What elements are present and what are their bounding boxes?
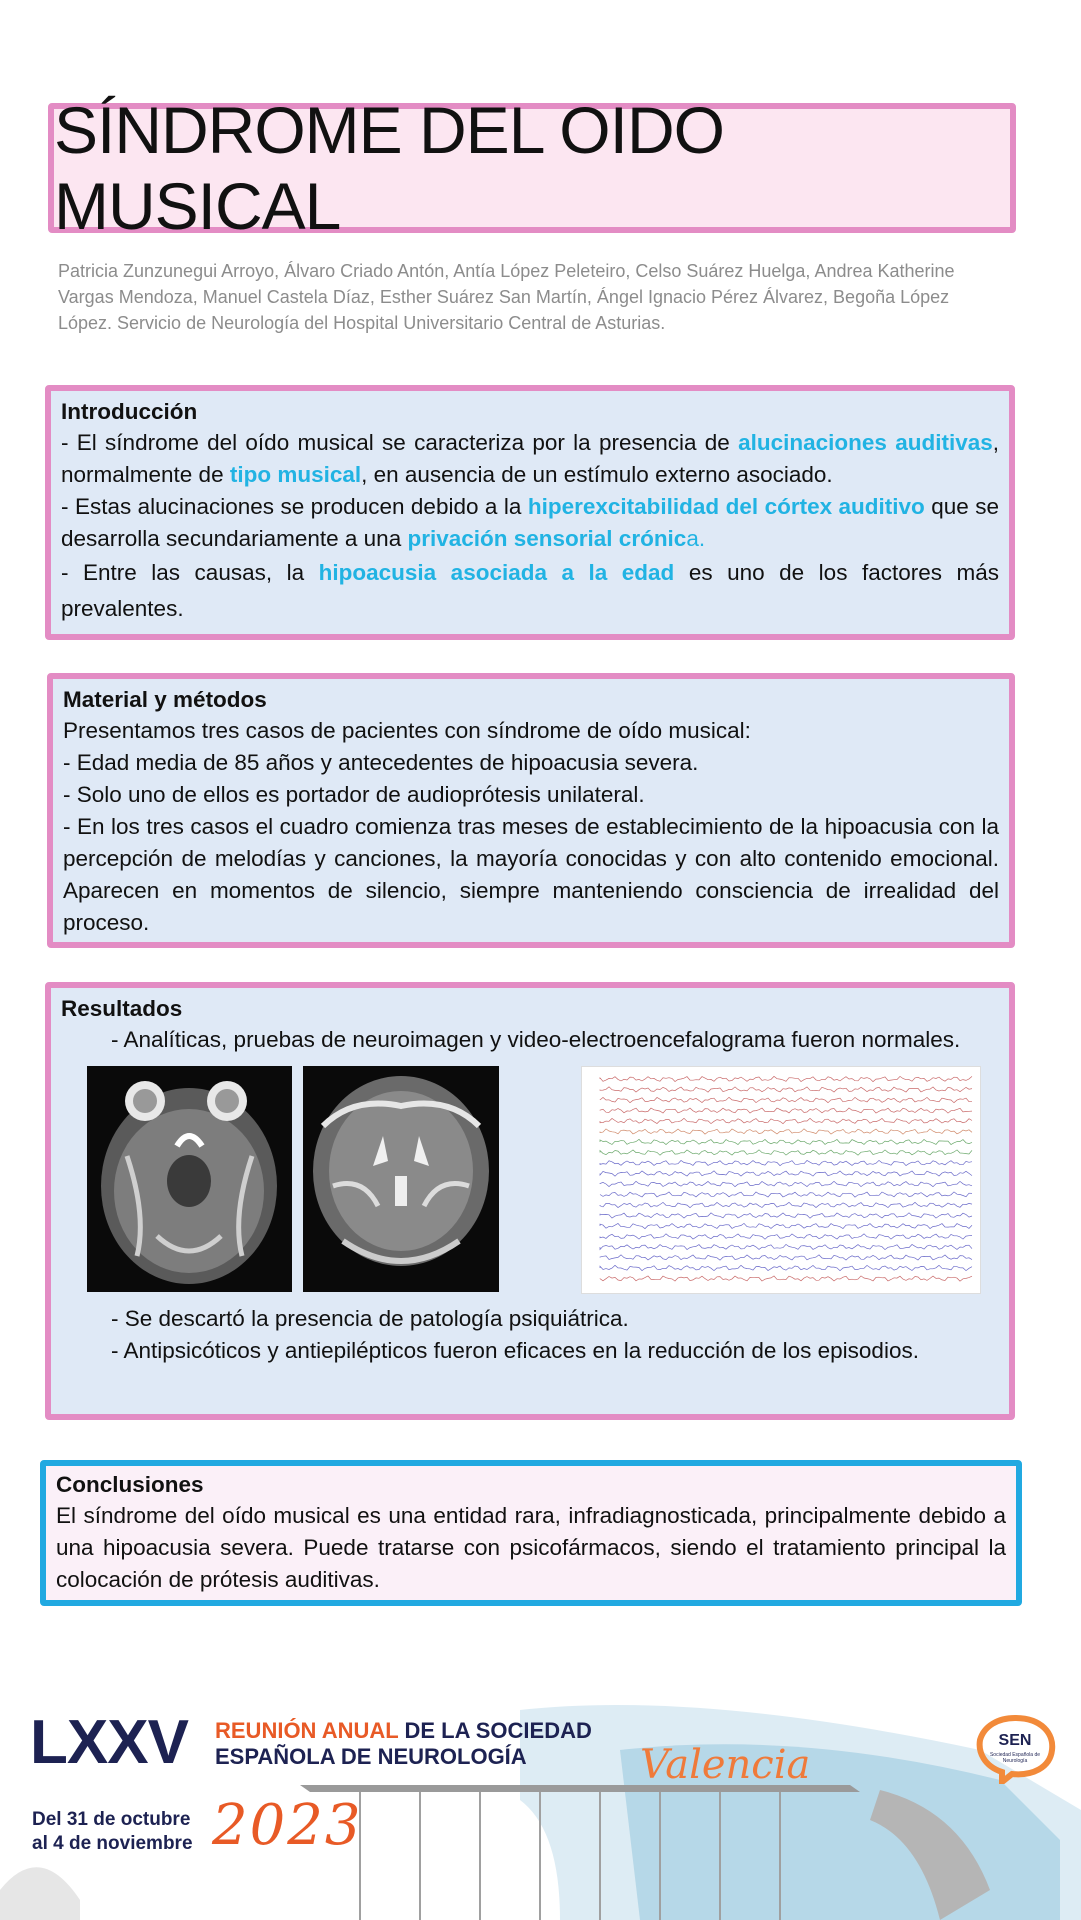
methods-line: - Edad media de 85 años y antecedentes de hipoacusia severa. [63,750,699,775]
eeg-trace [600,1076,972,1081]
conclusions-text: El síndrome del oído musical es una entidad rara, infradiagnosticada, principalmente debido a una hipoacusia severa. Puede tratarse con psicofármacos, siendo el tratamiento principal la colocación de prótesis auditivas. [56,1503,1006,1592]
congress-city: Valencia [640,1742,811,1788]
sen-logo: SEN Sociedad Española de Neurología [972,1712,1058,1784]
eeg-trace [600,1223,972,1228]
results-images [61,1066,999,1301]
eeg-trace-image [581,1066,981,1294]
eeg-trace [600,1097,972,1102]
eeg-trace [600,1265,972,1270]
poster-title: SÍNDROME DEL OIDO MUSICAL [54,93,724,243]
eeg-trace [600,1181,972,1186]
eeg-trace [600,1087,972,1092]
results-heading: Resultados [61,996,183,1021]
eeg-trace [600,1139,972,1144]
results-intro: - Analíticas, pruebas de neuroimagen y video-electroencefalograma fueron normales. [111,1027,961,1052]
methods-line: Presentamos tres casos de pacientes con síndrome de oído musical: [63,718,751,743]
eeg-trace [600,1213,972,1218]
results-section [45,982,1015,1420]
introduction-section [45,385,1015,640]
congress-year: 2023 [212,1793,363,1858]
eeg-trace [600,1129,972,1134]
eeg-trace [600,1276,972,1281]
coronal-mri-image [303,1066,499,1292]
eeg-trace [600,1160,972,1165]
eeg-trace [600,1192,972,1197]
eeg-trace [600,1108,972,1113]
eeg-trace [600,1171,972,1176]
congress-name: REUNIÓN ANUAL DE LA SOCIEDAD ESPAÑOLA DE NEUROLOGÍA [215,1718,592,1769]
methods-heading: Material y métodos [63,687,267,712]
introduction-heading: Introducción [61,399,198,424]
axial-mri-image [87,1066,292,1292]
title-box [48,93,1016,243]
methods-section [47,673,1015,948]
intro-paragraph-1: - El síndrome del oído musical se caracteriza por la presencia de alucinaciones auditivas, normalmente de tipo musical, en ausencia de un estímulo externo asociado. [61,430,999,487]
conclusions-section [40,1460,1022,1606]
conclusions-heading: Conclusiones [56,1472,204,1497]
eeg-trace [600,1118,972,1123]
authors-affiliation: Patricia Zunzunegui Arroyo, Álvaro Criado Antón, Antía López Peleteiro, Celso Suárez Huelga, Andrea Katherine Vargas Mendoza, Manuel Castela Díaz, Esther Suárez San Martín, Ángel Ignacio Pérez Álvarez, Begoña López López. Servicio de Neurología del Hospital Universitario Central de Asturias. [58,261,955,333]
congress-edition: LXXV [30,1708,188,1777]
eeg-trace [600,1255,972,1260]
results-bullet: - Se descartó la presencia de patología psiquiátrica. [111,1306,629,1331]
intro-paragraph-3: - Entre las causas, la hipoacusia asociada a la edad es uno de los factores más prevalentes. [61,560,999,621]
eeg-trace [600,1150,972,1155]
methods-line: - En los tres casos el cuadro comienza tras meses de establecimiento de la hipoacusia con la percepción de melodías y canciones, la mayoría conocidas y con alto contenido emocional. Aparecen en momentos de silencio, siempre manteniendo consciencia de irrealidad del proceso. [63,814,999,935]
eeg-trace [600,1234,972,1239]
results-bullet: - Antipsicóticos y antiepilépticos fueron eficaces en la reducción de los episodios. [111,1338,919,1363]
congress-footer [0,1690,1081,1920]
congress-dates: Del 31 de octubre al 4 de noviembre [32,1809,193,1854]
intro-paragraph-2: - Estas alucinaciones se producen debido a la hiperexcitabilidad del córtex auditivo que se desarrolla secundariamente a una privación sensorial crónica. [61,494,1000,551]
eeg-trace [600,1244,972,1249]
eeg-trace [600,1202,972,1207]
methods-line: - Solo uno de ellos es portador de audioprótesis unilateral. [63,782,645,807]
